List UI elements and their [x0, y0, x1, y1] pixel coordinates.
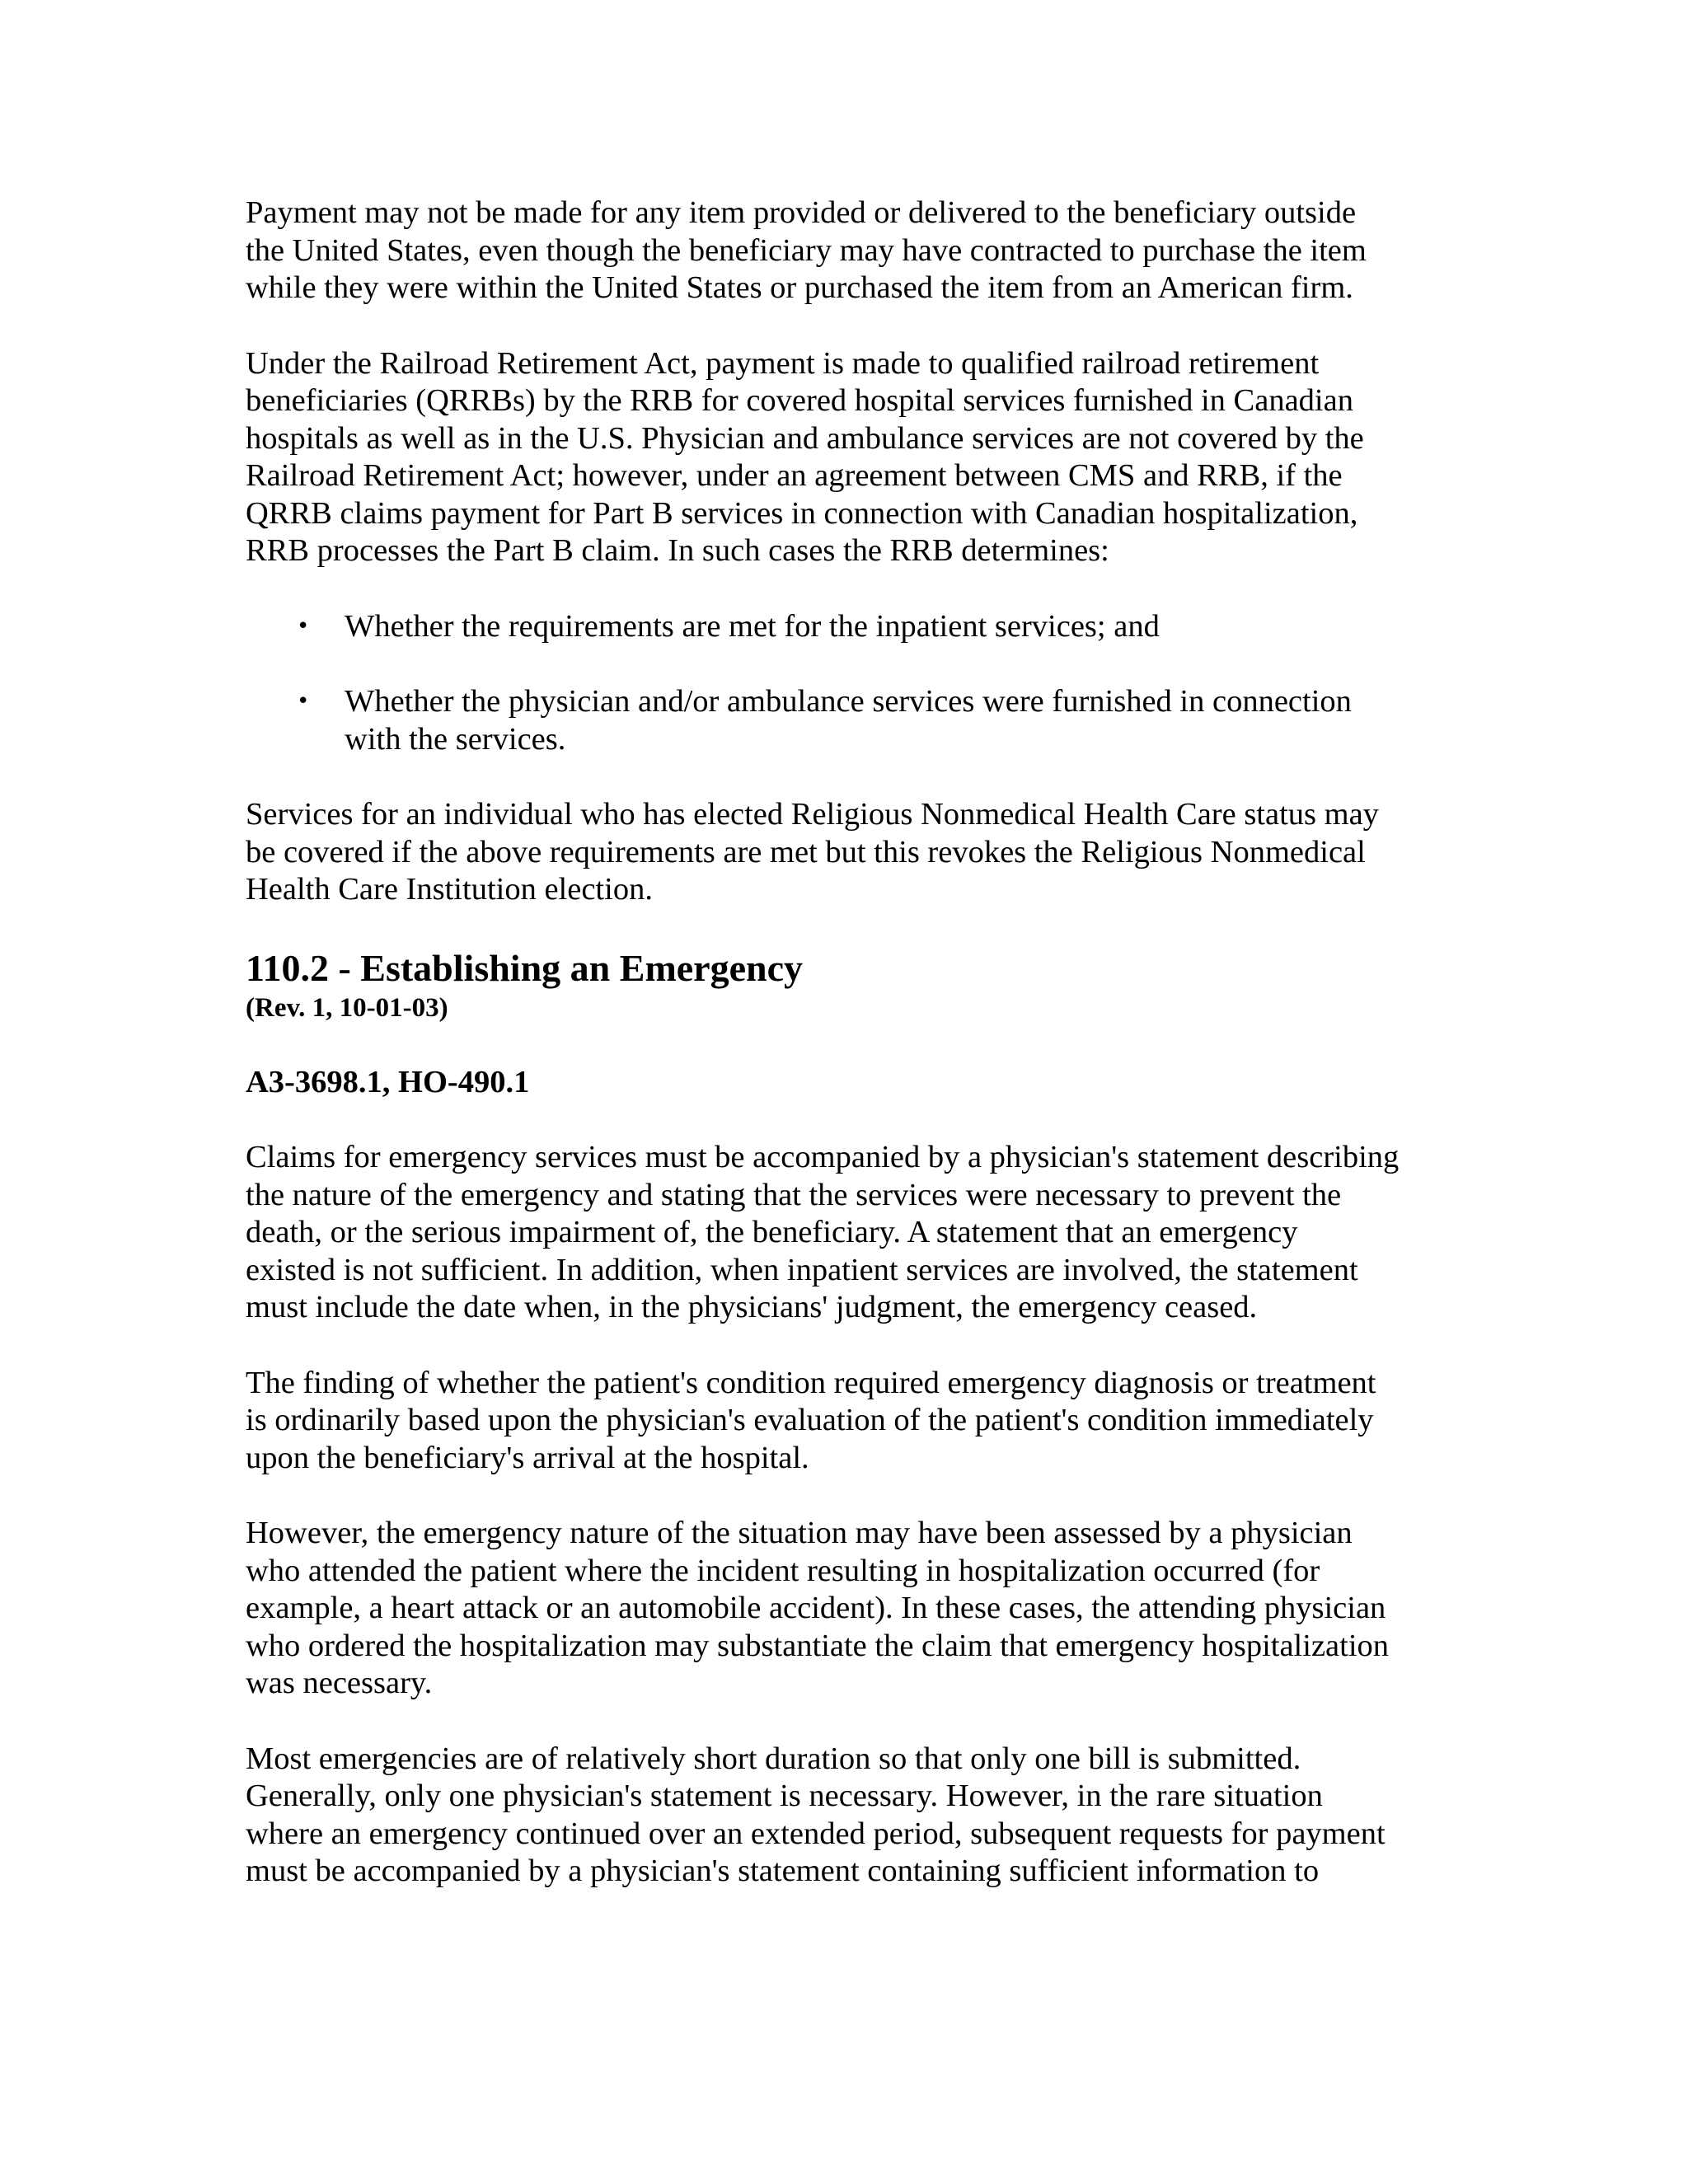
- text-line: Payment may not be made for any item provided or delivered to the beneficiary outside: [246, 195, 1357, 230]
- bullet-icon: •: [297, 613, 310, 639]
- text-line: Most emergencies are of relatively short duration so that only one bill is submitted.: [246, 1741, 1301, 1776]
- text-line: with the services.: [345, 721, 566, 757]
- rrb-determinations-list: [246, 608, 1449, 759]
- section-heading: 110.2 - Establishing an Emergency: [246, 946, 804, 989]
- list-item: [246, 683, 1449, 758]
- text-line: Generally, only one physician's statement is necessary. However, in the rare situation: [246, 1779, 1323, 1813]
- text-line: while they were within the United States or purchased the item from an American firm.: [246, 270, 1353, 305]
- text-line: Whether the requirements are met for the inpatient services; and: [345, 608, 1160, 644]
- text-line: the United States, even though the beneficiary may have contracted to purchase the item: [246, 232, 1367, 268]
- paragraph-outside-us-payment: [246, 194, 1449, 307]
- text-line: QRRB claims payment for Part B services in connection with Canadian hospitalization,: [246, 495, 1358, 531]
- text-line: death, or the serious impairment of, the beneficiary. A statement that an emergency: [246, 1215, 1298, 1249]
- text-line: existed is not sufficient. In addition, when inpatient services are involved, the statement: [246, 1252, 1358, 1287]
- text-line: the nature of the emergency and stating that the services were necessary to prevent the: [246, 1177, 1342, 1212]
- text-line: upon the beneficiary's arrival at the hospital.: [246, 1440, 809, 1475]
- text-line: example, a heart attack or an automobile accident). In these cases, the attending physician: [246, 1591, 1386, 1625]
- text-line: was necessary.: [246, 1666, 433, 1700]
- text-line: Claims for emergency services must be accompanied by a physician's statement describing: [246, 1140, 1400, 1174]
- paragraph-attending-physician: [246, 1515, 1449, 1703]
- text-line: is ordinarily based upon the physician's evaluation of the patient's condition immediately: [246, 1403, 1374, 1437]
- revision-note: (Rev. 1, 10-01-03): [246, 992, 448, 1023]
- paragraph-physician-statement: [246, 1139, 1449, 1327]
- bullet-icon: •: [297, 689, 310, 714]
- text-line: Health Care Institution election.: [246, 872, 653, 907]
- text-line: The finding of whether the patient's condition required emergency diagnosis or treatment: [246, 1365, 1376, 1400]
- text-line: who ordered the hospitalization may substantiate the claim that emergency hospitalization: [246, 1628, 1390, 1663]
- text-line: Railroad Retirement Act; however, under an agreement between CMS and RRB, if the: [246, 458, 1343, 493]
- paragraph-finding-basis: [246, 1365, 1449, 1478]
- text-line: where an emergency continued over an extended period, subsequent requests for payment: [246, 1816, 1386, 1851]
- list-item: [246, 608, 1449, 646]
- text-line: beneficiaries (QRRBs) by the RRB for covered hospital services furnished in Canadian: [246, 383, 1353, 418]
- text-line: who attended the patient where the incident resulting in hospitalization occurred (for: [246, 1553, 1320, 1588]
- text-line: Under the Railroad Retirement Act, payment is made to qualified railroad retirement: [246, 345, 1320, 381]
- text-line: must be accompanied by a physician's statement containing sufficient information to: [246, 1854, 1320, 1888]
- text-line: Services for an individual who has elected Religious Nonmedical Health Care status may: [246, 797, 1379, 832]
- text-line: be covered if the above requirements are met but this revokes the Religious Nonmedical: [246, 834, 1366, 869]
- text-line: Whether the physician and/or ambulance services were furnished in connection: [345, 684, 1352, 719]
- paragraph-emergency-duration: [246, 1741, 1449, 1891]
- paragraph-religious-nonmedical: [246, 796, 1449, 909]
- document-body: [246, 194, 1449, 1929]
- text-line: hospitals as well as in the U.S. Physician and ambulance services are not covered by the: [246, 420, 1364, 456]
- manual-reference: A3-3698.1, HO-490.1: [246, 1064, 530, 1099]
- text-line: must include the date when, in the physicians' judgment, the emergency ceased.: [246, 1290, 1258, 1324]
- text-line: RRB processes the Part B claim. In such cases the RRB determines:: [246, 533, 1109, 568]
- paragraph-railroad-retirement-act: [246, 345, 1449, 570]
- text-line: However, the emergency nature of the situation may have been assessed by a physician: [246, 1516, 1353, 1550]
